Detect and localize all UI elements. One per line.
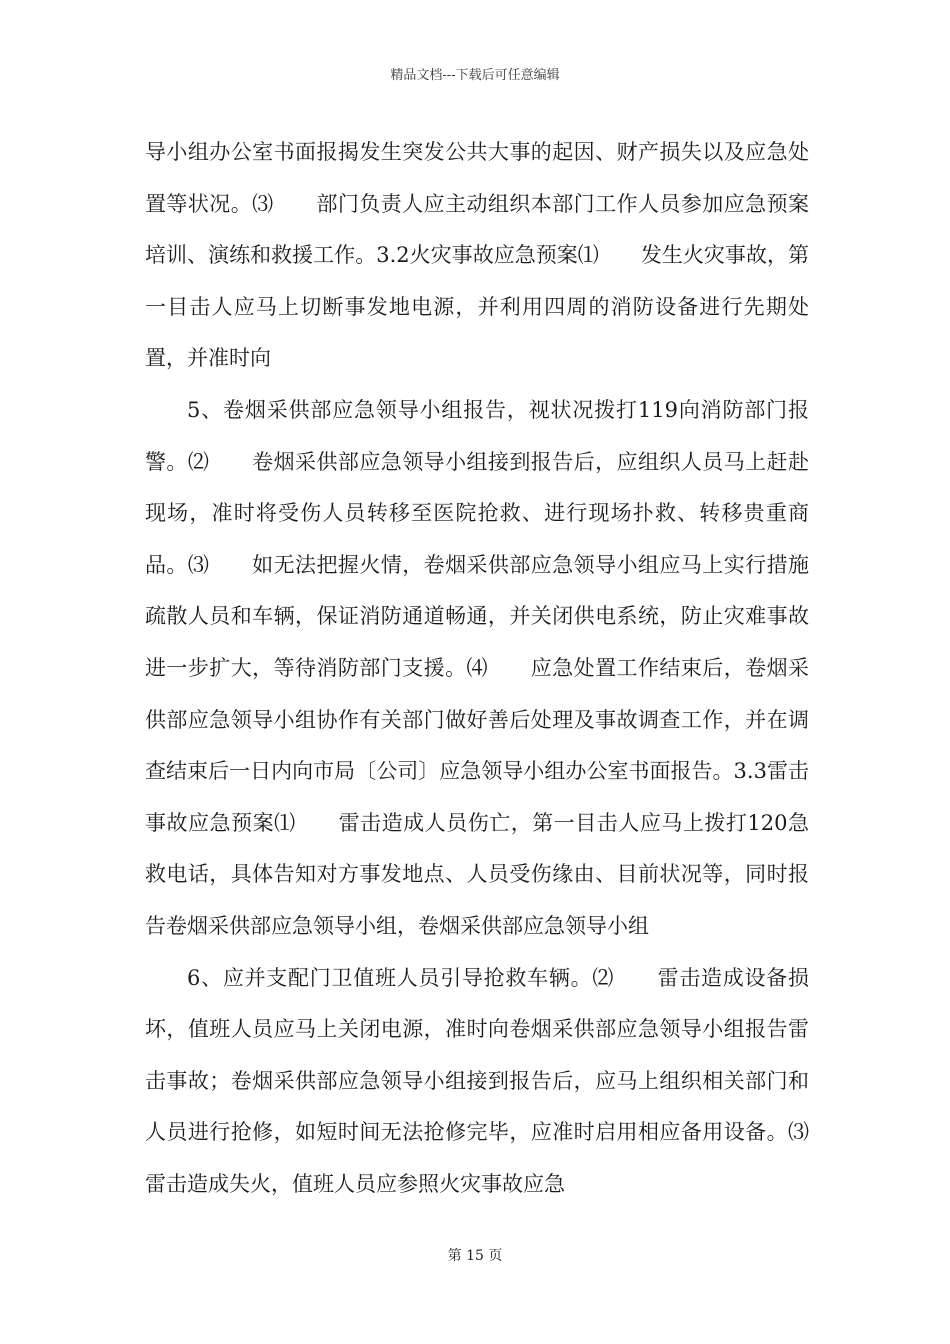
document-body [145,127,851,1210]
page-number: 第 15 页 [447,1248,503,1264]
page-header: 精品文档---下载后可任意编辑 [390,68,560,83]
paragraph-continuation: 导小组办公室书面报揭发生突发公共大事的起因、财产损失以及应急处置等状况。⑶ 部门负责人应主动组织本部门工作人员参加应急预案培训、演练和救援工作。3.2火灾事故应急预案⑴ 发生火灾事故，第一目击人应马上切断事发地电源，并利用四周的消防设备进行先期处置，并准时向 [145,140,809,371]
paragraph-5: 5、卷烟采供部应急领导小组报告，视状况拨打119向消防部门报警。⑵ 卷烟采供部应急领导小组接到报告后，应组织人员马上赶赴现场，准时将受伤人员转移至医院抢救、进行现场扑救、转移贵重商品。⑶ 如无法把握火情，卷烟采供部应急领导小组应马上实行措施疏散人员和车辆，保证消防通道畅通，并关闭供电系统，防止灾难事故进一步扩大，等待消防部门支援。⑷ 应急处置工作结束后，卷烟采供部应急领导小组协作有关部门做好善后处理及事故调查工作，并在调查结束后一日内向市局〔公司〕应急领导小组办公室书面报告。3.3雷击事故应急预案⑴ 雷击造成人员伤亡，第一目击人应马上拨打120急救电话，具体告知对方事发地点、人员受伤缘由、目前状况等，同时报告卷烟采供部应急领导小组，卷烟采供部应急领导小组 [145,397,809,938]
paragraph-6: 6、应并支配门卫值班人员引导抢救车辆。⑵ 雷击造成设备损坏，值班人员应马上关闭电源，准时向卷烟采供部应急领导小组报告雷击事故；卷烟采供部应急领导小组接到报告后，应马上组织相关部门和人员进行抢修，如短时间无法抢修完毕，应准时启用相应备用设备。⑶ 雷击造成失火，值班人员应参照火灾事故应急 [145,965,851,1196]
